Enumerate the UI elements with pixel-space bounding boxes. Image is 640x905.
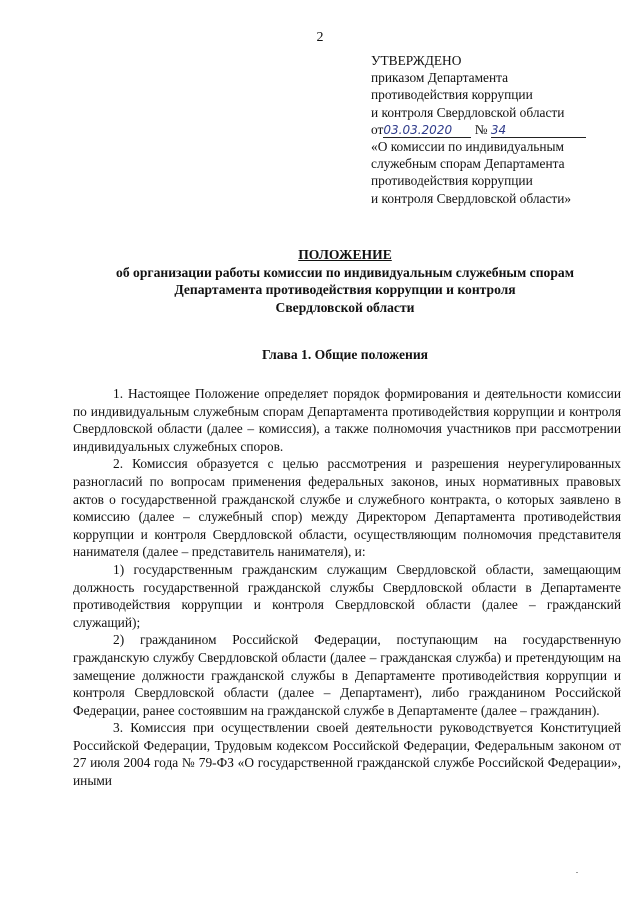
number-prefix: № [474, 121, 488, 137]
title-main: ПОЛОЖЕНИЕ [298, 247, 392, 262]
approval-title-line: и контроля Свердловской области» [371, 190, 572, 206]
handwritten-number: 34 [491, 124, 586, 138]
title-line: Департамента противодействия коррупции и контроля [174, 282, 516, 297]
document-title [60, 246, 630, 316]
paragraph: 1. Настоящее Положение определяет порядок формирования и деятельности комиссии по индивидуальным служебным спорам Департамента противодействия коррупции и контроля Свердловской области (далее – комиссия), а также полномочия участников при рассмотрении индивидуальных служебных споров. [73, 386, 621, 454]
chapter-heading: Глава 1. Общие положения [261, 347, 429, 362]
approval-line: и контроля Свердловской области [371, 104, 565, 120]
approval-block [371, 52, 621, 207]
approval-title-line: противодействия коррупции [371, 173, 533, 189]
paragraph: 2) гражданином Российской Федерации, поступающим на государственную гражданскую службу Свердловской области (далее – гражданская служба) и претендующим на замещение должности гражданской службы в Департаменте противодействия коррупции и контроля Свердловской области (далее – Департамент), либо гражданином Российской Федерации, ранее состоявшим на гражданской службе в Департаменте (далее – гражданин). [73, 632, 621, 718]
approval-title-line: служебным спорам Департамента [371, 156, 565, 172]
approval-line: приказом Департамента [371, 70, 509, 86]
approval-line: противодействия коррупции [371, 87, 533, 103]
approval-heading: УТВЕРЖДЕНО [371, 53, 462, 68]
paragraph: 3. Комиссия при осуществлении своей деятельности руководствуется Конституцией Российской Федерации, Трудовым кодексом Российской Федерации, Федеральным законом от 27 июля 2004 года № 79-ФЗ «О государственной гражданской службе Российской Федерации», иными [73, 720, 621, 789]
paragraph: 2. Комиссия образуется с целью рассмотрения и разрешения неурегулированных разногласий по вопросам применения федеральных законов, иных нормативных правовых актов о государственной гражданской службе и служебного контракта, о которых заявлено в комиссию (далее – служебный спор) между Директором Департамента противодействия коррупции и контроля Свердловской области, осуществляющим полномочия представителя нанимателя (далее – представитель нанимателя), и: [73, 456, 621, 560]
handwritten-date: 03.03.2020 [383, 124, 471, 138]
date-prefix: от [371, 121, 384, 137]
title-line: об организации работы комиссии по индивидуальным служебным спорам [116, 264, 574, 280]
title-line: Свердловской области [275, 299, 415, 315]
document-body [73, 385, 621, 790]
paragraph: 1) государственным гражданским служащим Свердловской области, замещающим должность государственной гражданской службы Свердловской области в Департаменте противодействия коррупции и контроля Свердловской области (далее – гражданский служащий); [73, 561, 621, 630]
approval-title-line: «О комиссии по индивидуальным [371, 139, 565, 155]
approval-date-line [371, 121, 621, 138]
scan-speck [576, 872, 578, 873]
page-number: 2 [316, 30, 324, 45]
